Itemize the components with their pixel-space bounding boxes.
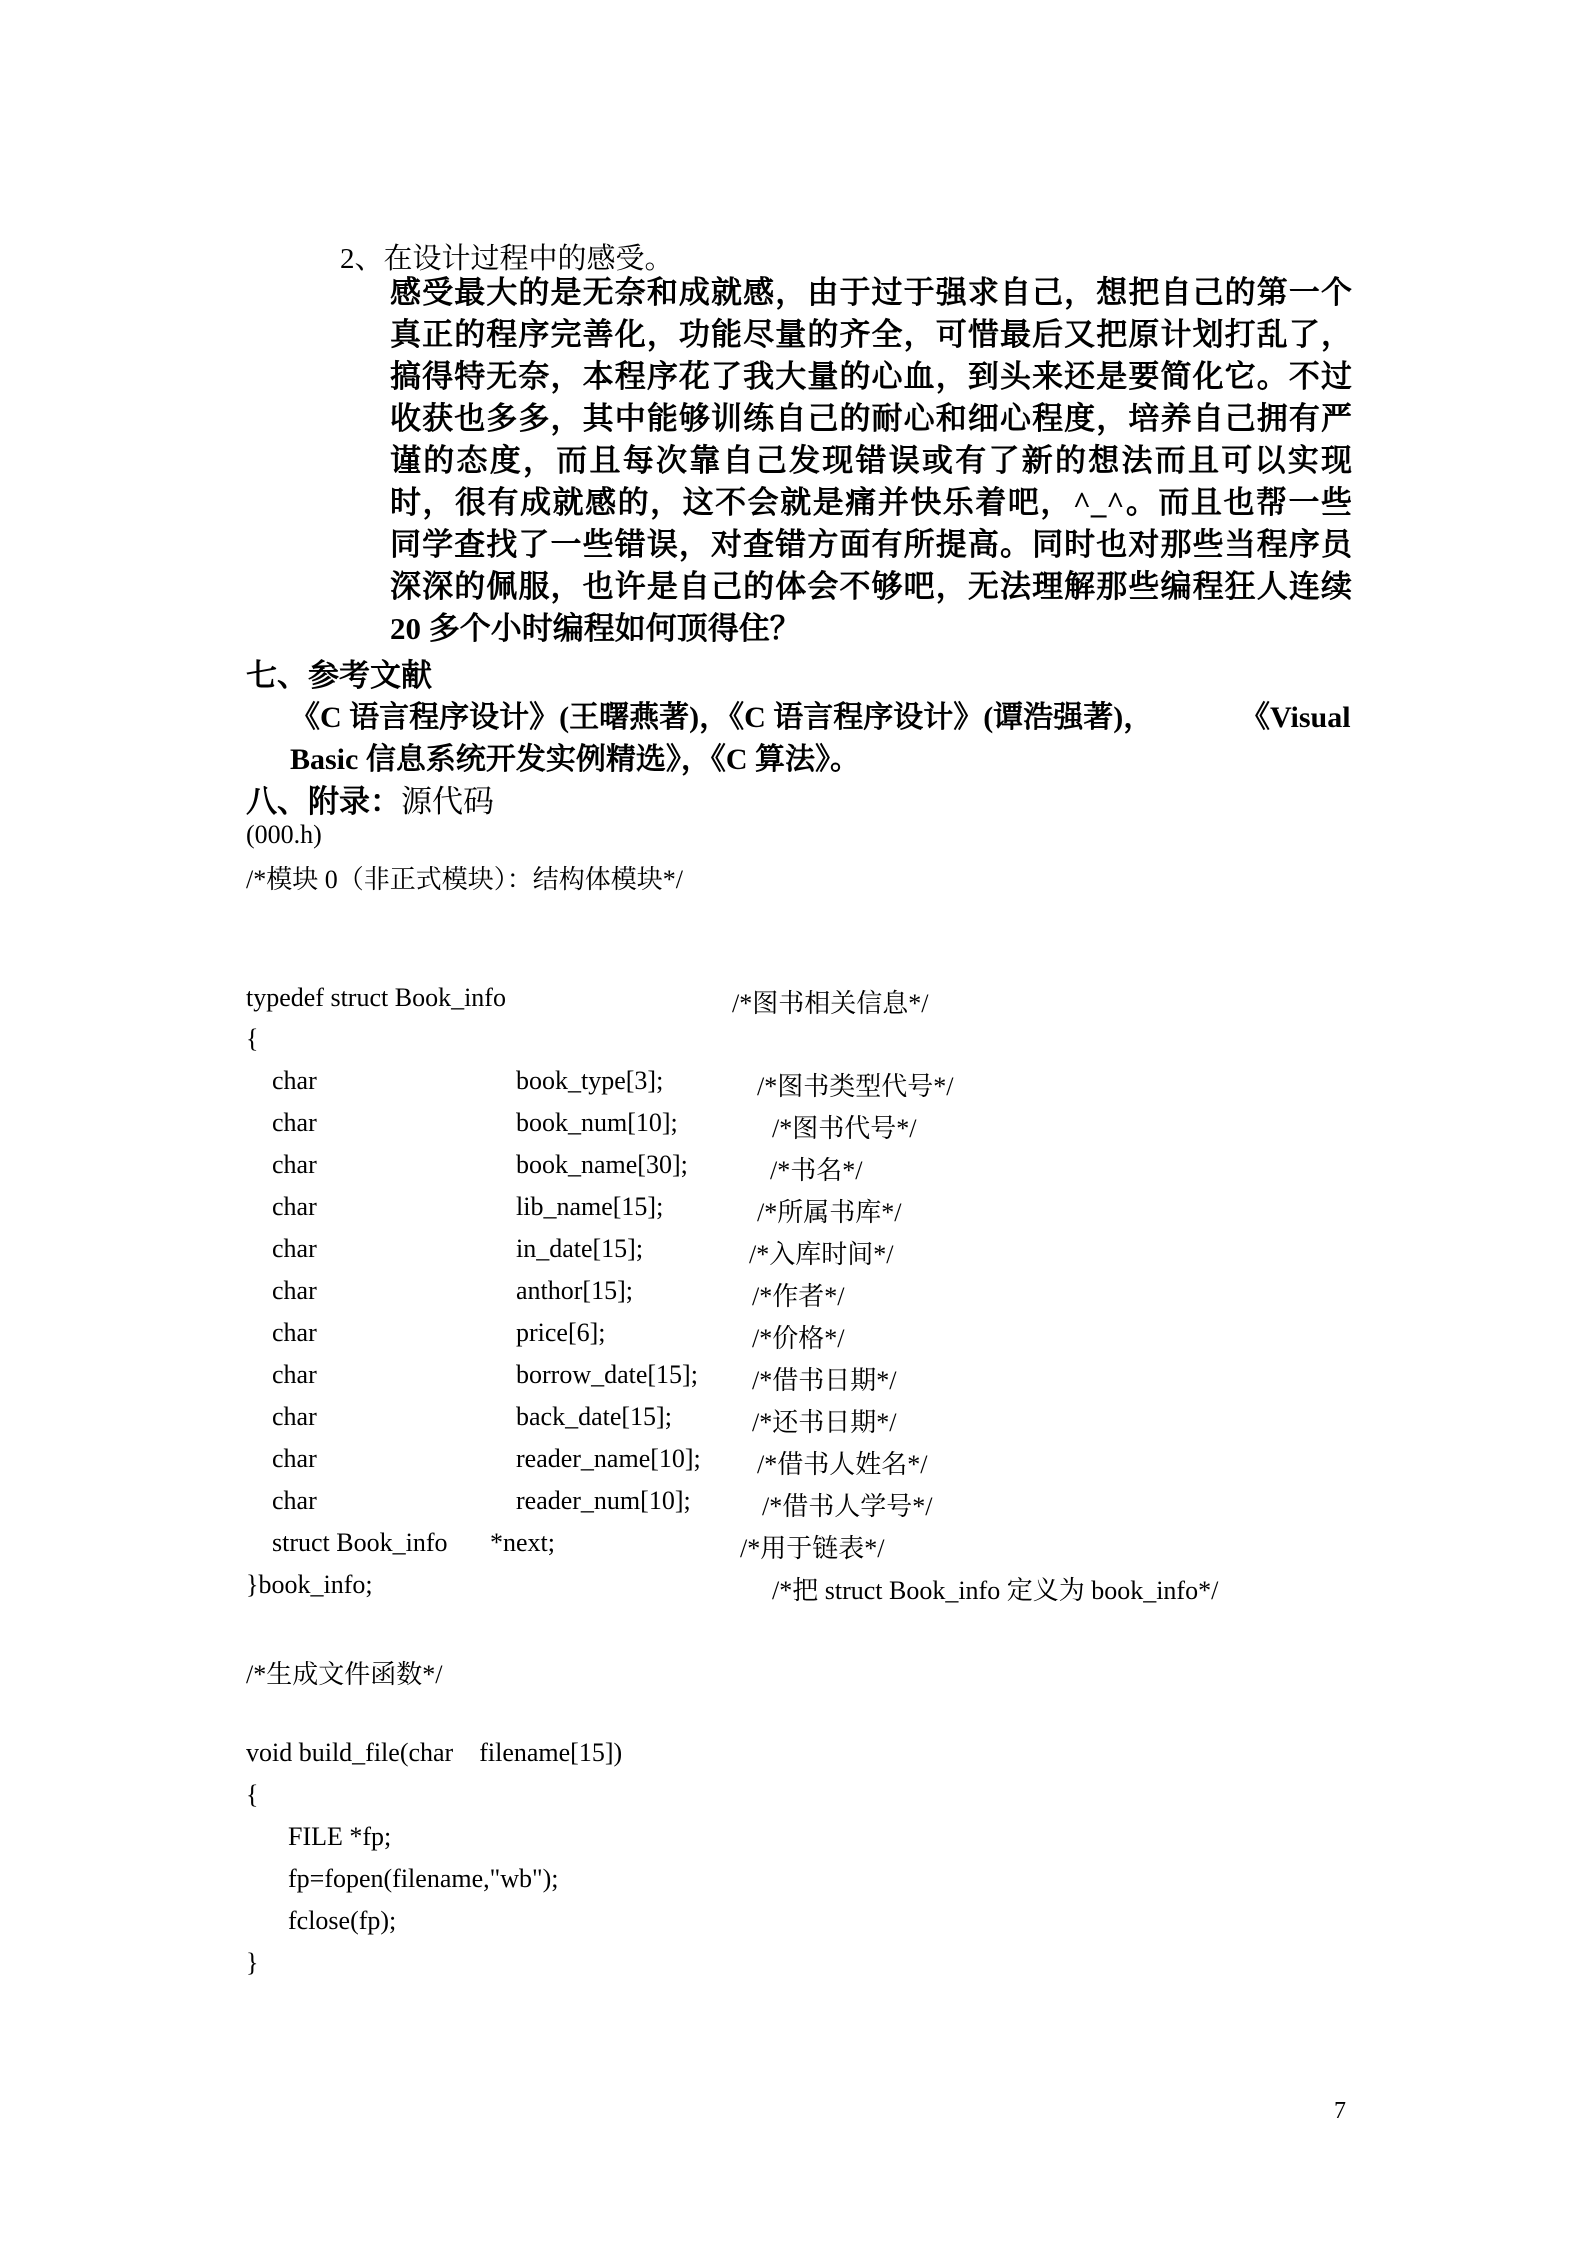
code-typedef-comment: /*图书相关信息*/	[732, 989, 929, 1018]
field-name: book_num[10];	[516, 1108, 678, 1137]
paragraph-line: 20 多个小时编程如何顶得住？	[390, 611, 801, 646]
code-func-open-brace: {	[246, 1780, 259, 1809]
field-type: char	[272, 1192, 317, 1221]
code-next-type: struct Book_info	[272, 1528, 448, 1557]
reflection-paragraph	[390, 272, 1352, 650]
field-type: char	[272, 1444, 317, 1473]
field-type: char	[272, 1150, 317, 1179]
field-type: char	[272, 1402, 317, 1431]
section-7-title: 七、参考文献	[246, 658, 432, 693]
code-close-line: }book_info;	[246, 1570, 373, 1599]
references-line-1-end: 《Visual	[1240, 701, 1351, 734]
field-name: lib_name[15];	[516, 1192, 664, 1221]
paragraph-line: 真正的程序完善化，功能尽量的齐全，可惜最后又把原计划打乱了，	[390, 317, 1352, 352]
code-module-comment: /*模块 0（非正式模块）：结构体模块*/	[246, 865, 683, 894]
field-comment: /*图书代号*/	[772, 1114, 917, 1143]
code-next-name: *next;	[490, 1528, 555, 1557]
field-name: borrow_date[15];	[516, 1360, 698, 1389]
field-comment: /*书名*/	[770, 1156, 863, 1185]
code-func-line: fclose(fp);	[288, 1906, 397, 1935]
field-name: back_date[15];	[516, 1402, 672, 1431]
field-comment: /*借书人姓名*/	[757, 1450, 928, 1479]
paragraph-line: 深深的佩服，也许是自己的体会不够吧，无法理解那些编程狂人连续	[390, 569, 1352, 604]
references-line-2: Basic 信息系统开发实例精选》，《C 算法》。	[290, 743, 860, 776]
field-name: reader_num[10];	[516, 1486, 691, 1515]
code-file-name: (000.h)	[246, 820, 322, 849]
field-name: in_date[15];	[516, 1234, 644, 1263]
subheading: 2、在设计过程中的感受。	[340, 243, 674, 275]
code-next-comment: /*用于链表*/	[740, 1534, 885, 1563]
code-func-signature: void build_file(char filename[15])	[246, 1738, 623, 1767]
code-func-comment: /*生成文件函数*/	[246, 1660, 443, 1689]
paragraph-line: 谨的态度，而且每次靠自己发现错误或有了新的想法而且可以实现	[390, 443, 1352, 478]
field-name: book_name[30];	[516, 1150, 688, 1179]
field-type: char	[272, 1108, 317, 1137]
field-comment: /*所属书库*/	[757, 1198, 902, 1227]
field-comment: /*借书人学号*/	[762, 1492, 933, 1521]
field-type: char	[272, 1066, 317, 1095]
field-comment: /*还书日期*/	[752, 1408, 897, 1437]
field-name: book_type[3];	[516, 1066, 664, 1095]
field-type: char	[272, 1486, 317, 1515]
page-number: 7	[1334, 2098, 1346, 2124]
paragraph-line: 时，很有成就感的，这不会就是痛并快乐着吧，^_^。而且也帮一些	[390, 485, 1352, 520]
field-name: reader_name[10];	[516, 1444, 701, 1473]
field-comment: /*价格*/	[752, 1324, 845, 1353]
code-func-line: fp=fopen(filename,"wb");	[288, 1864, 559, 1893]
field-type: char	[272, 1234, 317, 1263]
code-typedef-line: typedef struct Book_info	[246, 983, 506, 1012]
field-name: price[6];	[516, 1318, 606, 1347]
section-8-title	[246, 776, 494, 821]
paragraph-line: 收获也多多，其中能够训练自己的耐心和细心程度，培养自己拥有严	[390, 401, 1352, 436]
code-open-brace: {	[246, 1024, 259, 1053]
code-func-line: FILE *fp;	[288, 1822, 392, 1851]
section-8-title-label: 八、附录：	[246, 784, 401, 819]
paragraph-line: 同学查找了一些错误，对查错方面有所提高。同时也对那些当程序员	[390, 527, 1352, 562]
paragraph-line: 搞得特无奈，本程序花了我大量的心血，到头来还是要简化它。不过	[390, 359, 1352, 394]
field-comment: /*图书类型代号*/	[757, 1072, 954, 1101]
paragraph-line: 感受最大的是无奈和成就感，由于过于强求自己，想把自己的第一个	[390, 275, 1352, 310]
field-type: char	[272, 1360, 317, 1389]
field-type: char	[272, 1318, 317, 1347]
code-close-comment: /*把 struct Book_info 定义为 book_info*/	[772, 1576, 1219, 1605]
references-line-1: 《C 语言程序设计》(王曙燕著)，《C 语言程序设计》(谭浩强著)，	[290, 701, 1154, 734]
field-comment: /*借书日期*/	[752, 1366, 897, 1395]
field-comment: /*作者*/	[752, 1282, 845, 1311]
field-comment: /*入库时间*/	[749, 1240, 894, 1269]
section-8-title-rest: 源代码	[401, 784, 494, 819]
field-type: char	[272, 1276, 317, 1305]
code-func-close-brace: }	[246, 1948, 259, 1977]
field-name: anthor[15];	[516, 1276, 633, 1305]
